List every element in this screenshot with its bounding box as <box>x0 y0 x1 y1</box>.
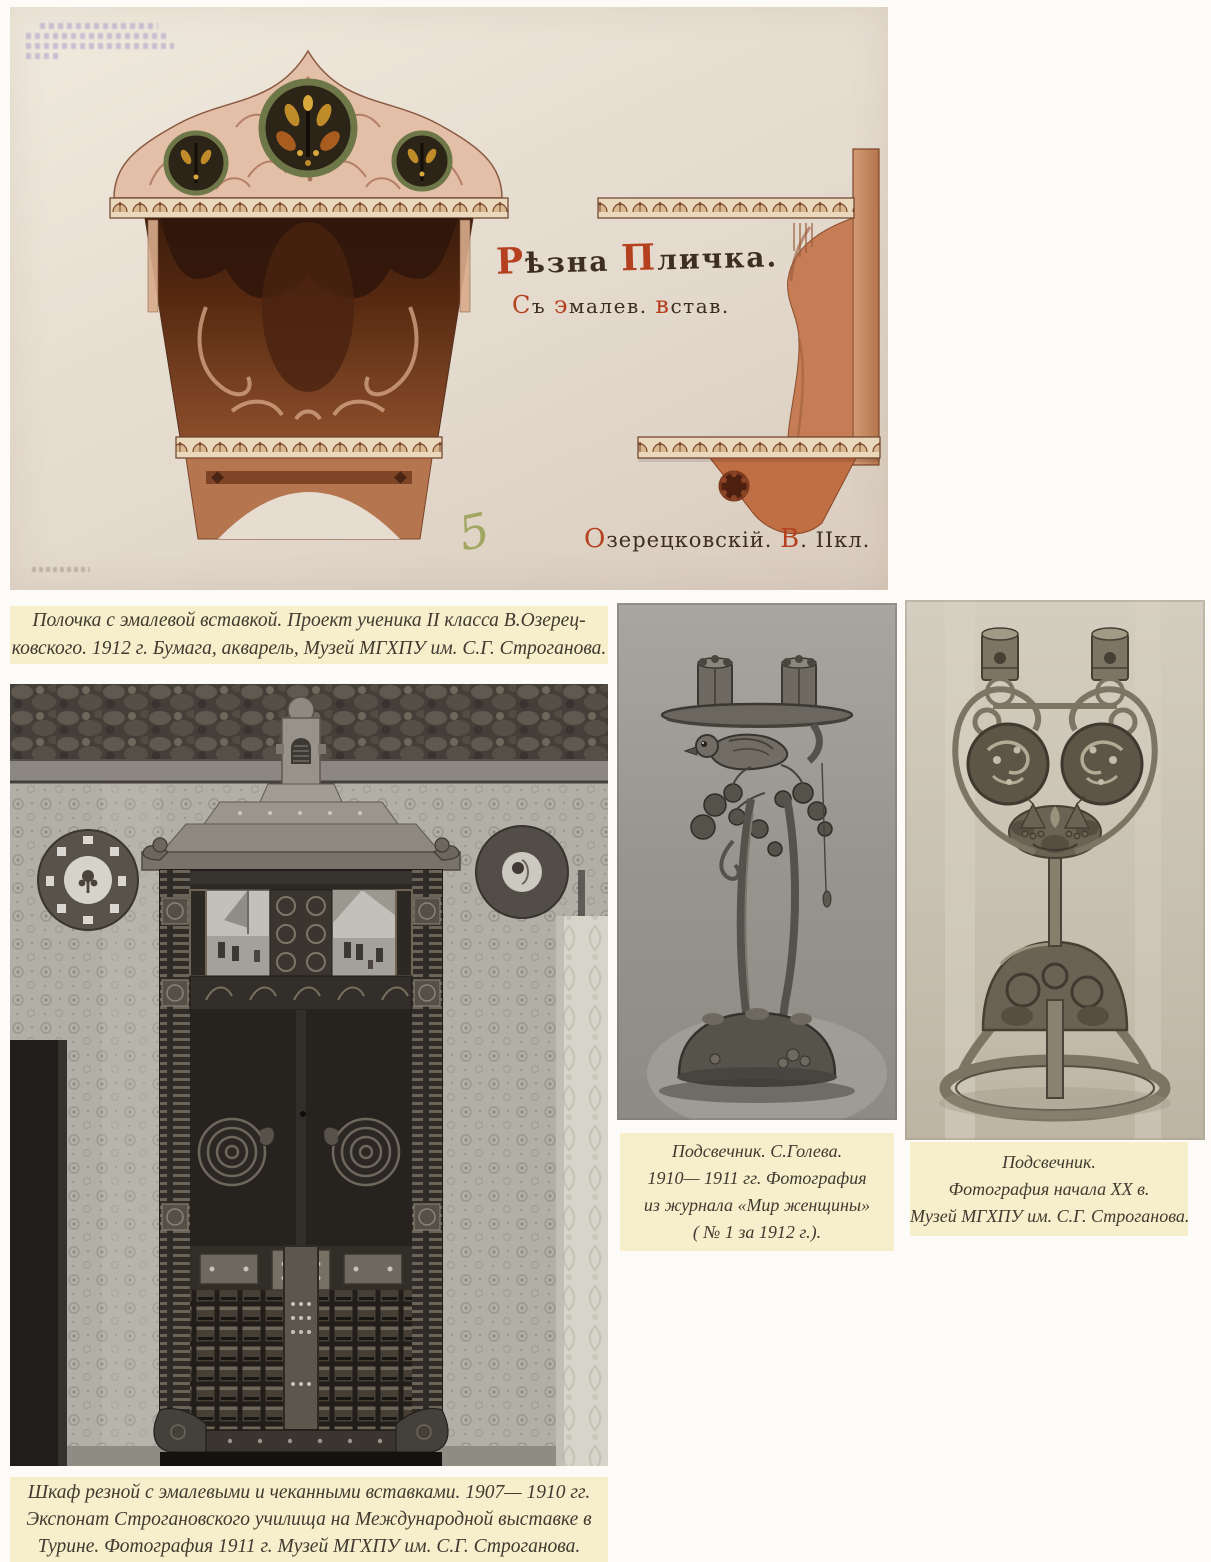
wall-clock-plate <box>38 830 138 930</box>
caption-line: ( № 1 за 1912 г.). <box>692 1222 822 1242</box>
inventory-pencil-mark <box>32 567 90 572</box>
caption-candlestick-museum <box>910 1142 1188 1236</box>
enamel-medallion-right <box>394 133 450 189</box>
caption-line: из журнала «Мир женщины» <box>643 1195 871 1215</box>
grade-pencil-mark: 5 <box>458 501 490 564</box>
caption-line: Шкаф резной с эмалевыми и чеканными вставками. 1907— 1910 гг. <box>27 1482 591 1503</box>
drawing-subtitle-lettering: Съ эмалев. встав. <box>512 291 730 319</box>
carved-band <box>190 976 412 1010</box>
drawing-title-lettering: Рѣзна Пличка. <box>495 236 779 283</box>
caption-cabinet <box>10 1477 608 1562</box>
caption-line: Турине. Фотография 1911 г. Музей МГХПУ им. С.Г. Строганова. <box>37 1536 581 1557</box>
caption-line: ковского. 1912 г. Бумага, акварель, Музей МГХПУ им. С.Г. Строганова. <box>11 638 607 659</box>
caption-line: Подсвечник. С.Голева. <box>671 1141 843 1161</box>
center-strap <box>284 1246 318 1430</box>
enamel-picture-tile <box>206 890 270 976</box>
caption-line: Музей МГХПУ им. С.Г. Строганова. <box>910 1205 1190 1226</box>
openwork-medallion <box>968 724 1048 804</box>
cabinet-photo <box>10 684 608 1466</box>
title-initial: Р <box>495 239 526 283</box>
caption-line: Полочка с эмалевой вставкой. Проект ученика II класса В.Озерец- <box>32 610 586 631</box>
candlestick-museum-photo <box>905 600 1205 1140</box>
cabinet-photo-art <box>10 684 608 1466</box>
enamel-picture-tile <box>332 890 396 976</box>
shelf-side-view <box>598 149 880 534</box>
caption-line: Фотография начала XX в. <box>948 1178 1150 1199</box>
dark-side-panel <box>10 1040 58 1466</box>
title-initial: П <box>620 236 658 280</box>
enamel-medallion-left <box>166 133 226 193</box>
caption-line: Подсвечник. <box>1002 1151 1096 1172</box>
side-rosette <box>720 471 748 501</box>
shelf-drawing-art <box>10 7 888 590</box>
candlestick-goleva-art <box>617 603 897 1120</box>
enamel-medallion-center <box>262 82 354 174</box>
candlestick-museum-art <box>905 600 1205 1140</box>
shelf-front-view <box>110 51 508 539</box>
caption-candlestick-goleva <box>620 1133 894 1251</box>
wall-plate <box>476 826 568 918</box>
candlestick-goleva-photo <box>617 603 897 1120</box>
student-signature: Озерецковскій. В. IIкл. <box>584 524 871 554</box>
openwork-medallion <box>1062 724 1142 804</box>
caption-line: Экспонат Строгановского училища на Международной выставке в <box>26 1509 592 1530</box>
caption-line: 1910— 1911 гг. Фотография <box>647 1168 867 1188</box>
caption-shelf <box>10 606 608 664</box>
archive-stamp <box>26 19 176 63</box>
shelf-drawing-plate <box>10 7 888 590</box>
